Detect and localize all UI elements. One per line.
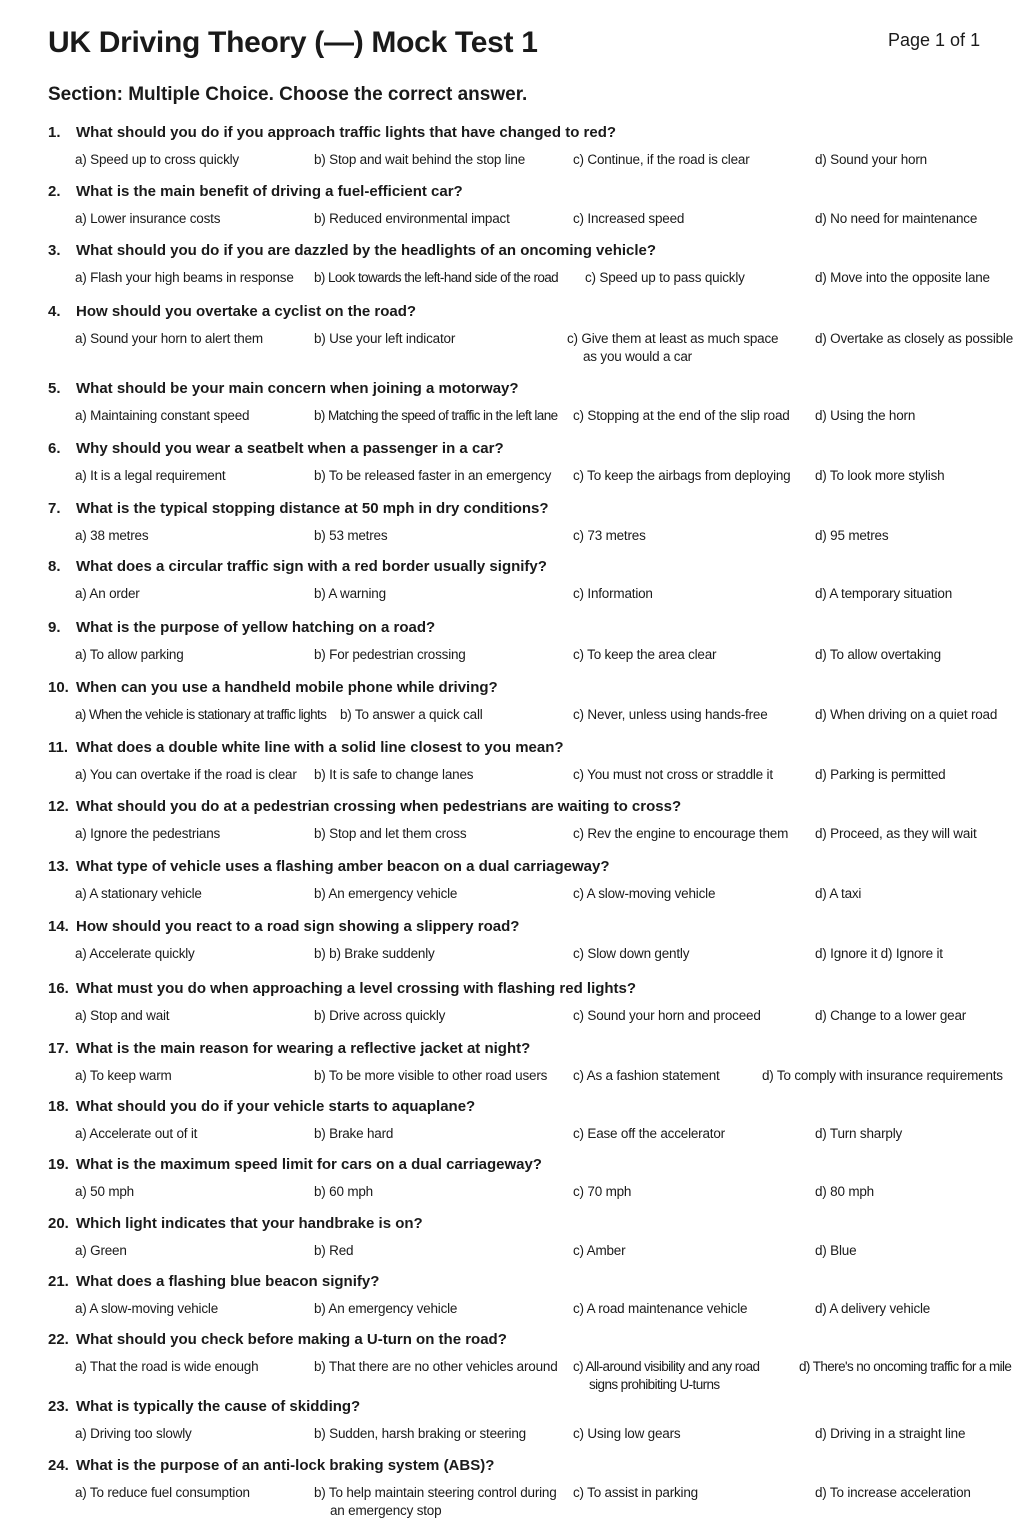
- question-number: 18.: [48, 1098, 69, 1115]
- answer-option-a[interactable]: [75, 1183, 134, 1201]
- question-text: [48, 558, 547, 575]
- question-text: [48, 183, 463, 200]
- answer-option-label: d) Parking is permitted: [815, 767, 946, 782]
- answer-option-label: b) To answer a quick call: [340, 707, 483, 722]
- answer-option-label: d) 80 mph: [815, 1184, 874, 1199]
- answer-option-label: d) A taxi: [815, 886, 862, 901]
- question-prompt: What is the maximum speed limit for cars on a dual carriageway?: [76, 1156, 542, 1173]
- answer-option-label: a) An order: [75, 586, 140, 601]
- answer-option-label: a) A slow-moving vehicle: [75, 1301, 219, 1316]
- answer-option-b[interactable]: [314, 210, 510, 228]
- answer-option-a[interactable]: [75, 945, 195, 963]
- answer-option-d[interactable]: [815, 945, 943, 963]
- answer-option-label: d) Ignore it d) Ignore it: [815, 946, 943, 961]
- answer-option-label: a) Lower insurance costs: [75, 211, 221, 226]
- answer-option-d[interactable]: [815, 407, 915, 425]
- question-text: [48, 1273, 379, 1290]
- question-prompt: What should you do if you approach traffic lights that have changed to red?: [76, 124, 617, 141]
- answer-option-label: b) An emergency vehicle: [314, 886, 458, 901]
- answer-option-label: b) Reduced environmental impact: [314, 211, 510, 226]
- answer-option-label: a) Speed up to cross quickly: [75, 152, 239, 167]
- answer-option-c[interactable]: [573, 766, 773, 784]
- answer-option-label: a) To reduce fuel consumption: [75, 1485, 250, 1500]
- answer-option-label: b) To be released faster in an emergency: [314, 468, 552, 483]
- answer-option-c[interactable]: [573, 1358, 759, 1394]
- answer-option-label: a) 50 mph: [75, 1184, 134, 1199]
- answer-option-c[interactable]: [573, 1067, 720, 1085]
- question-number: 11.: [48, 739, 69, 756]
- answer-option-label: c) A road maintenance vehicle: [573, 1301, 748, 1316]
- answer-option-label: c) All-around visibility and any road: [573, 1359, 760, 1374]
- answer-option-d[interactable]: [815, 706, 997, 724]
- question-prompt: What does a flashing blue beacon signify?: [76, 1273, 380, 1290]
- answer-option-label: b) Matching the speed of traffic in the left lane: [314, 408, 558, 423]
- test-title: UK Driving Theory (—) Mock Test 1: [48, 26, 538, 59]
- answer-option-label: b) That there are no other vehicles around: [314, 1359, 558, 1374]
- answer-option-a[interactable]: [75, 1484, 250, 1502]
- answer-option-label: d) 95 metres: [815, 528, 889, 543]
- question-number: 1.: [48, 124, 61, 141]
- question-text: [48, 1040, 530, 1057]
- answer-option-label: b) It is safe to change lanes: [314, 767, 474, 782]
- question-text: [48, 1398, 360, 1415]
- answer-option-c[interactable]: [573, 210, 684, 228]
- answer-option-d[interactable]: [815, 1484, 971, 1502]
- answer-option-label: d) A delivery vehicle: [815, 1301, 931, 1316]
- answer-option-label: b) To be more visible to other road users: [314, 1068, 548, 1083]
- question-prompt: What is the typical stopping distance at 50 mph in dry conditions?: [76, 500, 549, 517]
- answer-option-label: b) Stop and let them cross: [314, 826, 467, 841]
- question-number: 13.: [48, 858, 69, 875]
- question-number: 17.: [48, 1040, 69, 1057]
- answer-option-label: c) 70 mph: [573, 1184, 632, 1199]
- answer-option-label: b) Red: [314, 1243, 354, 1258]
- question-number: 4.: [48, 303, 61, 320]
- answer-option-label: a) Flash your high beams in response: [75, 270, 294, 285]
- answer-option-c[interactable]: [573, 1183, 631, 1201]
- question-number: 20.: [48, 1215, 69, 1232]
- answer-option-a[interactable]: [75, 1242, 127, 1260]
- question-prompt: What is the purpose of yellow hatching on a road?: [76, 619, 436, 636]
- answer-option-label: a) Stop and wait: [75, 1008, 170, 1023]
- answer-option-label: b) An emergency vehicle: [314, 1301, 458, 1316]
- answer-option-b[interactable]: [314, 1484, 557, 1520]
- answer-option-b[interactable]: [314, 1358, 558, 1376]
- answer-option-label: b) 53 metres: [314, 528, 388, 543]
- question-text: [48, 1098, 475, 1115]
- answer-option-label: c) Rev the engine to encourage them: [573, 826, 789, 841]
- question-number: 6.: [48, 440, 61, 457]
- answer-option-label: c) Never, unless using hands-free: [573, 707, 768, 722]
- answer-option-a[interactable]: [75, 706, 326, 724]
- answer-option-label: c) Using low gears: [573, 1426, 681, 1441]
- question-text: [48, 500, 549, 517]
- question-number: 10.: [48, 679, 69, 696]
- answer-option-b[interactable]: [314, 766, 473, 784]
- answer-option-c[interactable]: [573, 825, 788, 843]
- page-number: Page 1 of 1: [888, 30, 981, 50]
- answer-option-b[interactable]: [314, 885, 457, 903]
- question-text: [48, 242, 656, 259]
- answer-option-d[interactable]: [815, 646, 941, 664]
- answer-option-label: c) To assist in parking: [573, 1485, 698, 1500]
- question-number: 16.: [48, 980, 69, 997]
- answer-option-c[interactable]: [573, 646, 716, 664]
- answer-option-label: c) To keep the airbags from deploying: [573, 468, 791, 483]
- answer-option-a[interactable]: [75, 467, 225, 485]
- question-prompt: What is typically the cause of skidding?: [76, 1398, 361, 1415]
- answer-option-d[interactable]: [815, 1007, 966, 1025]
- question-prompt: What should be your main concern when joining a motorway?: [76, 380, 519, 397]
- answer-option-c[interactable]: [573, 467, 790, 485]
- answer-option-d[interactable]: [815, 210, 977, 228]
- answer-option-label: c) Sound your horn and proceed: [573, 1008, 761, 1023]
- answer-option-c[interactable]: [567, 330, 778, 366]
- answer-option-b[interactable]: [314, 1007, 445, 1025]
- answer-option-a[interactable]: [75, 151, 239, 169]
- answer-option-c[interactable]: [573, 585, 653, 603]
- question-text: [48, 918, 519, 935]
- answer-option-d[interactable]: [815, 1183, 874, 1201]
- answer-option-label: a) When the vehicle is stationary at traffic lights: [75, 707, 327, 722]
- question-text: [48, 980, 636, 997]
- section-heading: Section: Multiple Choice. Choose the correct answer.: [48, 84, 528, 105]
- answer-option-label: a) Green: [75, 1243, 127, 1258]
- question-prompt: What must you do when approaching a level crossing with flashing red lights?: [76, 980, 637, 997]
- answer-option-a[interactable]: [75, 646, 184, 664]
- answer-option-label: a) That the road is wide enough: [75, 1359, 259, 1374]
- answer-option-label: c) Stopping at the end of the slip road: [573, 408, 790, 423]
- question-number: 2.: [48, 183, 61, 200]
- answer-option-label: c) Ease off the accelerator: [573, 1126, 725, 1141]
- question-number: 12.: [48, 798, 69, 815]
- answer-option-label: b) For pedestrian crossing: [314, 647, 466, 662]
- answer-option-a[interactable]: [75, 1125, 197, 1143]
- answer-option-b[interactable]: [314, 330, 455, 348]
- question-number: 8.: [48, 558, 61, 575]
- answer-option-d[interactable]: [799, 1358, 1011, 1376]
- question-prompt: What is the main benefit of driving a fuel-efficient car?: [76, 183, 463, 200]
- answer-option-b[interactable]: [314, 467, 551, 485]
- question-prompt: Which light indicates that your handbrake is on?: [76, 1215, 423, 1232]
- answer-option-b[interactable]: [314, 269, 558, 287]
- answer-option-b[interactable]: [314, 585, 386, 603]
- answer-option-d[interactable]: [762, 1067, 1003, 1085]
- question-prompt: What is the purpose of an anti-lock braking system (ABS)?: [76, 1457, 495, 1474]
- answer-option-a[interactable]: [75, 585, 140, 603]
- answer-option-label: b) b) Brake suddenly: [314, 946, 435, 961]
- answer-option-c[interactable]: [573, 151, 750, 169]
- question-prompt: What is the main reason for wearing a reflective jacket at night?: [76, 1040, 531, 1057]
- answer-option-label: a) A stationary vehicle: [75, 886, 202, 901]
- answer-option-c[interactable]: [573, 945, 689, 963]
- answer-option-b[interactable]: [314, 527, 387, 545]
- answer-option-label: c) Slow down gently: [573, 946, 690, 961]
- answer-option-c[interactable]: [585, 269, 745, 287]
- question-number: 9.: [48, 619, 61, 636]
- answer-option-label: d) Sound your horn: [815, 152, 927, 167]
- question-number: 19.: [48, 1156, 69, 1173]
- answer-option-c[interactable]: [573, 1125, 725, 1143]
- answer-option-b[interactable]: [314, 1125, 393, 1143]
- answer-option-c[interactable]: [573, 1425, 680, 1443]
- question-number: 22.: [48, 1331, 69, 1348]
- answer-option-a[interactable]: [75, 825, 220, 843]
- answer-option-label: a) Maintaining constant speed: [75, 408, 250, 423]
- question-prompt: What should you do if you are dazzled by the headlights of an oncoming vehicle?: [76, 242, 657, 259]
- answer-option-label: b) Use your left indicator: [314, 331, 456, 346]
- answer-option-a[interactable]: [75, 885, 202, 903]
- answer-option-c[interactable]: [573, 1007, 761, 1025]
- question-text: [48, 798, 681, 815]
- answer-option-label: b) 60 mph: [314, 1184, 373, 1199]
- question-text: [48, 1156, 542, 1173]
- question-text: [48, 1457, 494, 1474]
- answer-option-b[interactable]: [314, 1242, 353, 1260]
- answer-option-label: a) Driving too slowly: [75, 1426, 192, 1441]
- answer-option-b[interactable]: [314, 825, 466, 843]
- answer-option-d[interactable]: [815, 1300, 930, 1318]
- question-number: 23.: [48, 1398, 69, 1415]
- answer-option-b[interactable]: [314, 1425, 526, 1443]
- answer-option-label: d) Using the horn: [815, 408, 916, 423]
- answer-option-a[interactable]: [75, 1007, 169, 1025]
- answer-option-b[interactable]: [314, 646, 466, 664]
- answer-option-label: c) Continue, if the road is clear: [573, 152, 750, 167]
- question-number: 7.: [48, 500, 61, 517]
- answer-option-d[interactable]: [815, 885, 861, 903]
- answer-option-a[interactable]: [75, 210, 220, 228]
- answer-option-a[interactable]: [75, 527, 148, 545]
- answer-option-a[interactable]: [75, 1067, 172, 1085]
- question-prompt: What type of vehicle uses a flashing amber beacon on a dual carriageway?: [76, 858, 610, 875]
- answer-option-a[interactable]: [75, 1358, 258, 1376]
- answer-option-label: b) Drive across quickly: [314, 1008, 446, 1023]
- answer-option-label: d) To look more stylish: [815, 468, 945, 483]
- answer-option-label: c) Give them at least as much space: [567, 331, 779, 346]
- answer-option-b[interactable]: [314, 1300, 457, 1318]
- answer-option-label: d) To comply with insurance requirements: [762, 1068, 1003, 1083]
- answer-option-continuation: as you would a car: [583, 349, 692, 364]
- question-number: 24.: [48, 1457, 69, 1474]
- answer-option-d[interactable]: [815, 527, 888, 545]
- answer-option-label: a) To keep warm: [75, 1068, 172, 1083]
- question-prompt: What does a double white line with a solid line closest to you mean?: [76, 739, 564, 756]
- answer-option-label: d) When driving on a quiet road: [815, 707, 998, 722]
- answer-option-b[interactable]: [314, 945, 435, 963]
- answer-option-label: d) There's no oncoming traffic for a mile: [799, 1359, 1012, 1374]
- answer-option-label: d) Blue: [815, 1243, 857, 1258]
- question-text: [48, 303, 416, 320]
- answer-option-label: a) Ignore the pedestrians: [75, 826, 221, 841]
- answer-option-a[interactable]: [75, 1300, 218, 1318]
- answer-option-label: b) To help maintain steering control during: [314, 1485, 557, 1500]
- answer-option-label: c) Speed up to pass quickly: [585, 270, 745, 285]
- answer-option-label: d) No need for maintenance: [815, 211, 978, 226]
- answer-option-d[interactable]: [815, 330, 1013, 348]
- answer-option-b[interactable]: [314, 407, 558, 425]
- answer-option-label: d) Proceed, as they will wait: [815, 826, 977, 841]
- answer-option-c[interactable]: [573, 706, 768, 724]
- answer-option-label: b) Brake hard: [314, 1126, 394, 1141]
- question-text: [48, 380, 519, 397]
- answer-option-d[interactable]: [815, 1125, 902, 1143]
- answer-option-b[interactable]: [340, 706, 483, 724]
- answer-option-label: d) Move into the opposite lane: [815, 270, 990, 285]
- answer-option-c[interactable]: [573, 1300, 747, 1318]
- answer-option-label: b) Look towards the left-hand side of the road: [314, 270, 559, 285]
- answer-option-d[interactable]: [815, 766, 945, 784]
- answer-option-label: c) A slow-moving vehicle: [573, 886, 716, 901]
- answer-option-label: d) Driving in a straight line: [815, 1426, 966, 1441]
- answer-option-label: c) Information: [573, 586, 653, 601]
- question-prompt: What does a circular traffic sign with a red border usually signify?: [76, 558, 547, 575]
- answer-option-d[interactable]: [815, 151, 927, 169]
- question-number: 5.: [48, 380, 61, 397]
- answer-option-continuation: signs prohibiting U-turns: [589, 1377, 720, 1392]
- answer-option-a[interactable]: [75, 330, 263, 348]
- answer-option-label: d) Turn sharply: [815, 1126, 903, 1141]
- answer-option-continuation: an emergency stop: [330, 1503, 442, 1518]
- answer-option-d[interactable]: [815, 269, 990, 287]
- answer-option-label: d) Change to a lower gear: [815, 1008, 967, 1023]
- answer-option-d[interactable]: [815, 1242, 856, 1260]
- answer-option-label: a) 38 metres: [75, 528, 149, 543]
- answer-option-label: c) You must not cross or straddle it: [573, 767, 773, 782]
- answer-option-c[interactable]: [573, 527, 646, 545]
- answer-option-label: c) 73 metres: [573, 528, 646, 543]
- question-number: 14.: [48, 918, 69, 935]
- answer-option-b[interactable]: [314, 151, 525, 169]
- question-text: [48, 739, 564, 756]
- answer-option-c[interactable]: [573, 885, 715, 903]
- answer-option-label: c) To keep the area clear: [573, 647, 717, 662]
- answer-option-c[interactable]: [573, 1484, 698, 1502]
- answer-option-label: d) A temporary situation: [815, 586, 953, 601]
- answer-option-d[interactable]: [815, 467, 944, 485]
- question-prompt: What should you do at a pedestrian crossing when pedestrians are waiting to cross?: [76, 798, 682, 815]
- answer-option-d[interactable]: [815, 825, 977, 843]
- answer-option-label: c) As a fashion statement: [573, 1068, 720, 1083]
- answer-option-d[interactable]: [815, 585, 952, 603]
- question-prompt: What should you do if your vehicle starts to aquaplane?: [76, 1098, 476, 1115]
- answer-option-label: b) Sudden, harsh braking or steering: [314, 1426, 526, 1441]
- question-text: [48, 619, 435, 636]
- question-text: [48, 124, 616, 141]
- question-text: [48, 858, 610, 875]
- answer-option-label: d) Overtake as closely as possible: [815, 331, 1014, 346]
- answer-option-d[interactable]: [815, 1425, 965, 1443]
- answer-option-label: a) Accelerate out of it: [75, 1126, 198, 1141]
- question-number: 3.: [48, 242, 61, 259]
- question-text: [48, 679, 498, 696]
- question-prompt: How should you react to a road sign showing a slippery road?: [76, 918, 520, 935]
- question-text: [48, 1331, 507, 1348]
- answer-option-b[interactable]: [314, 1183, 373, 1201]
- answer-option-label: d) To allow overtaking: [815, 647, 941, 662]
- answer-option-label: b) Stop and wait behind the stop line: [314, 152, 525, 167]
- answer-option-a[interactable]: [75, 1425, 192, 1443]
- answer-option-label: a) To allow parking: [75, 647, 184, 662]
- answer-option-b[interactable]: [314, 1067, 547, 1085]
- answer-option-label: a) Sound your horn to alert them: [75, 331, 263, 346]
- answer-option-c[interactable]: [573, 1242, 625, 1260]
- answer-option-label: c) Increased speed: [573, 211, 685, 226]
- answer-option-label: b) A warning: [314, 586, 386, 601]
- answer-option-label: a) You can overtake if the road is clear: [75, 767, 297, 782]
- question-text: [48, 440, 504, 457]
- answer-option-label: a) It is a legal requirement: [75, 468, 226, 483]
- question-prompt: What should you check before making a U-turn on the road?: [76, 1331, 507, 1348]
- answer-option-a[interactable]: [75, 766, 297, 784]
- answer-option-label: c) Amber: [573, 1243, 626, 1258]
- answer-option-label: d) To increase acceleration: [815, 1485, 971, 1500]
- answer-option-a[interactable]: [75, 407, 249, 425]
- question-prompt: How should you overtake a cyclist on the road?: [76, 303, 417, 320]
- question-number: 21.: [48, 1273, 69, 1290]
- answer-option-a[interactable]: [75, 269, 294, 287]
- answer-option-c[interactable]: [573, 407, 790, 425]
- answer-option-label: a) Accelerate quickly: [75, 946, 195, 961]
- question-prompt: When can you use a handheld mobile phone while driving?: [76, 679, 498, 696]
- question-text: [48, 1215, 423, 1232]
- question-prompt: Why should you wear a seatbelt when a passenger in a car?: [76, 440, 504, 457]
